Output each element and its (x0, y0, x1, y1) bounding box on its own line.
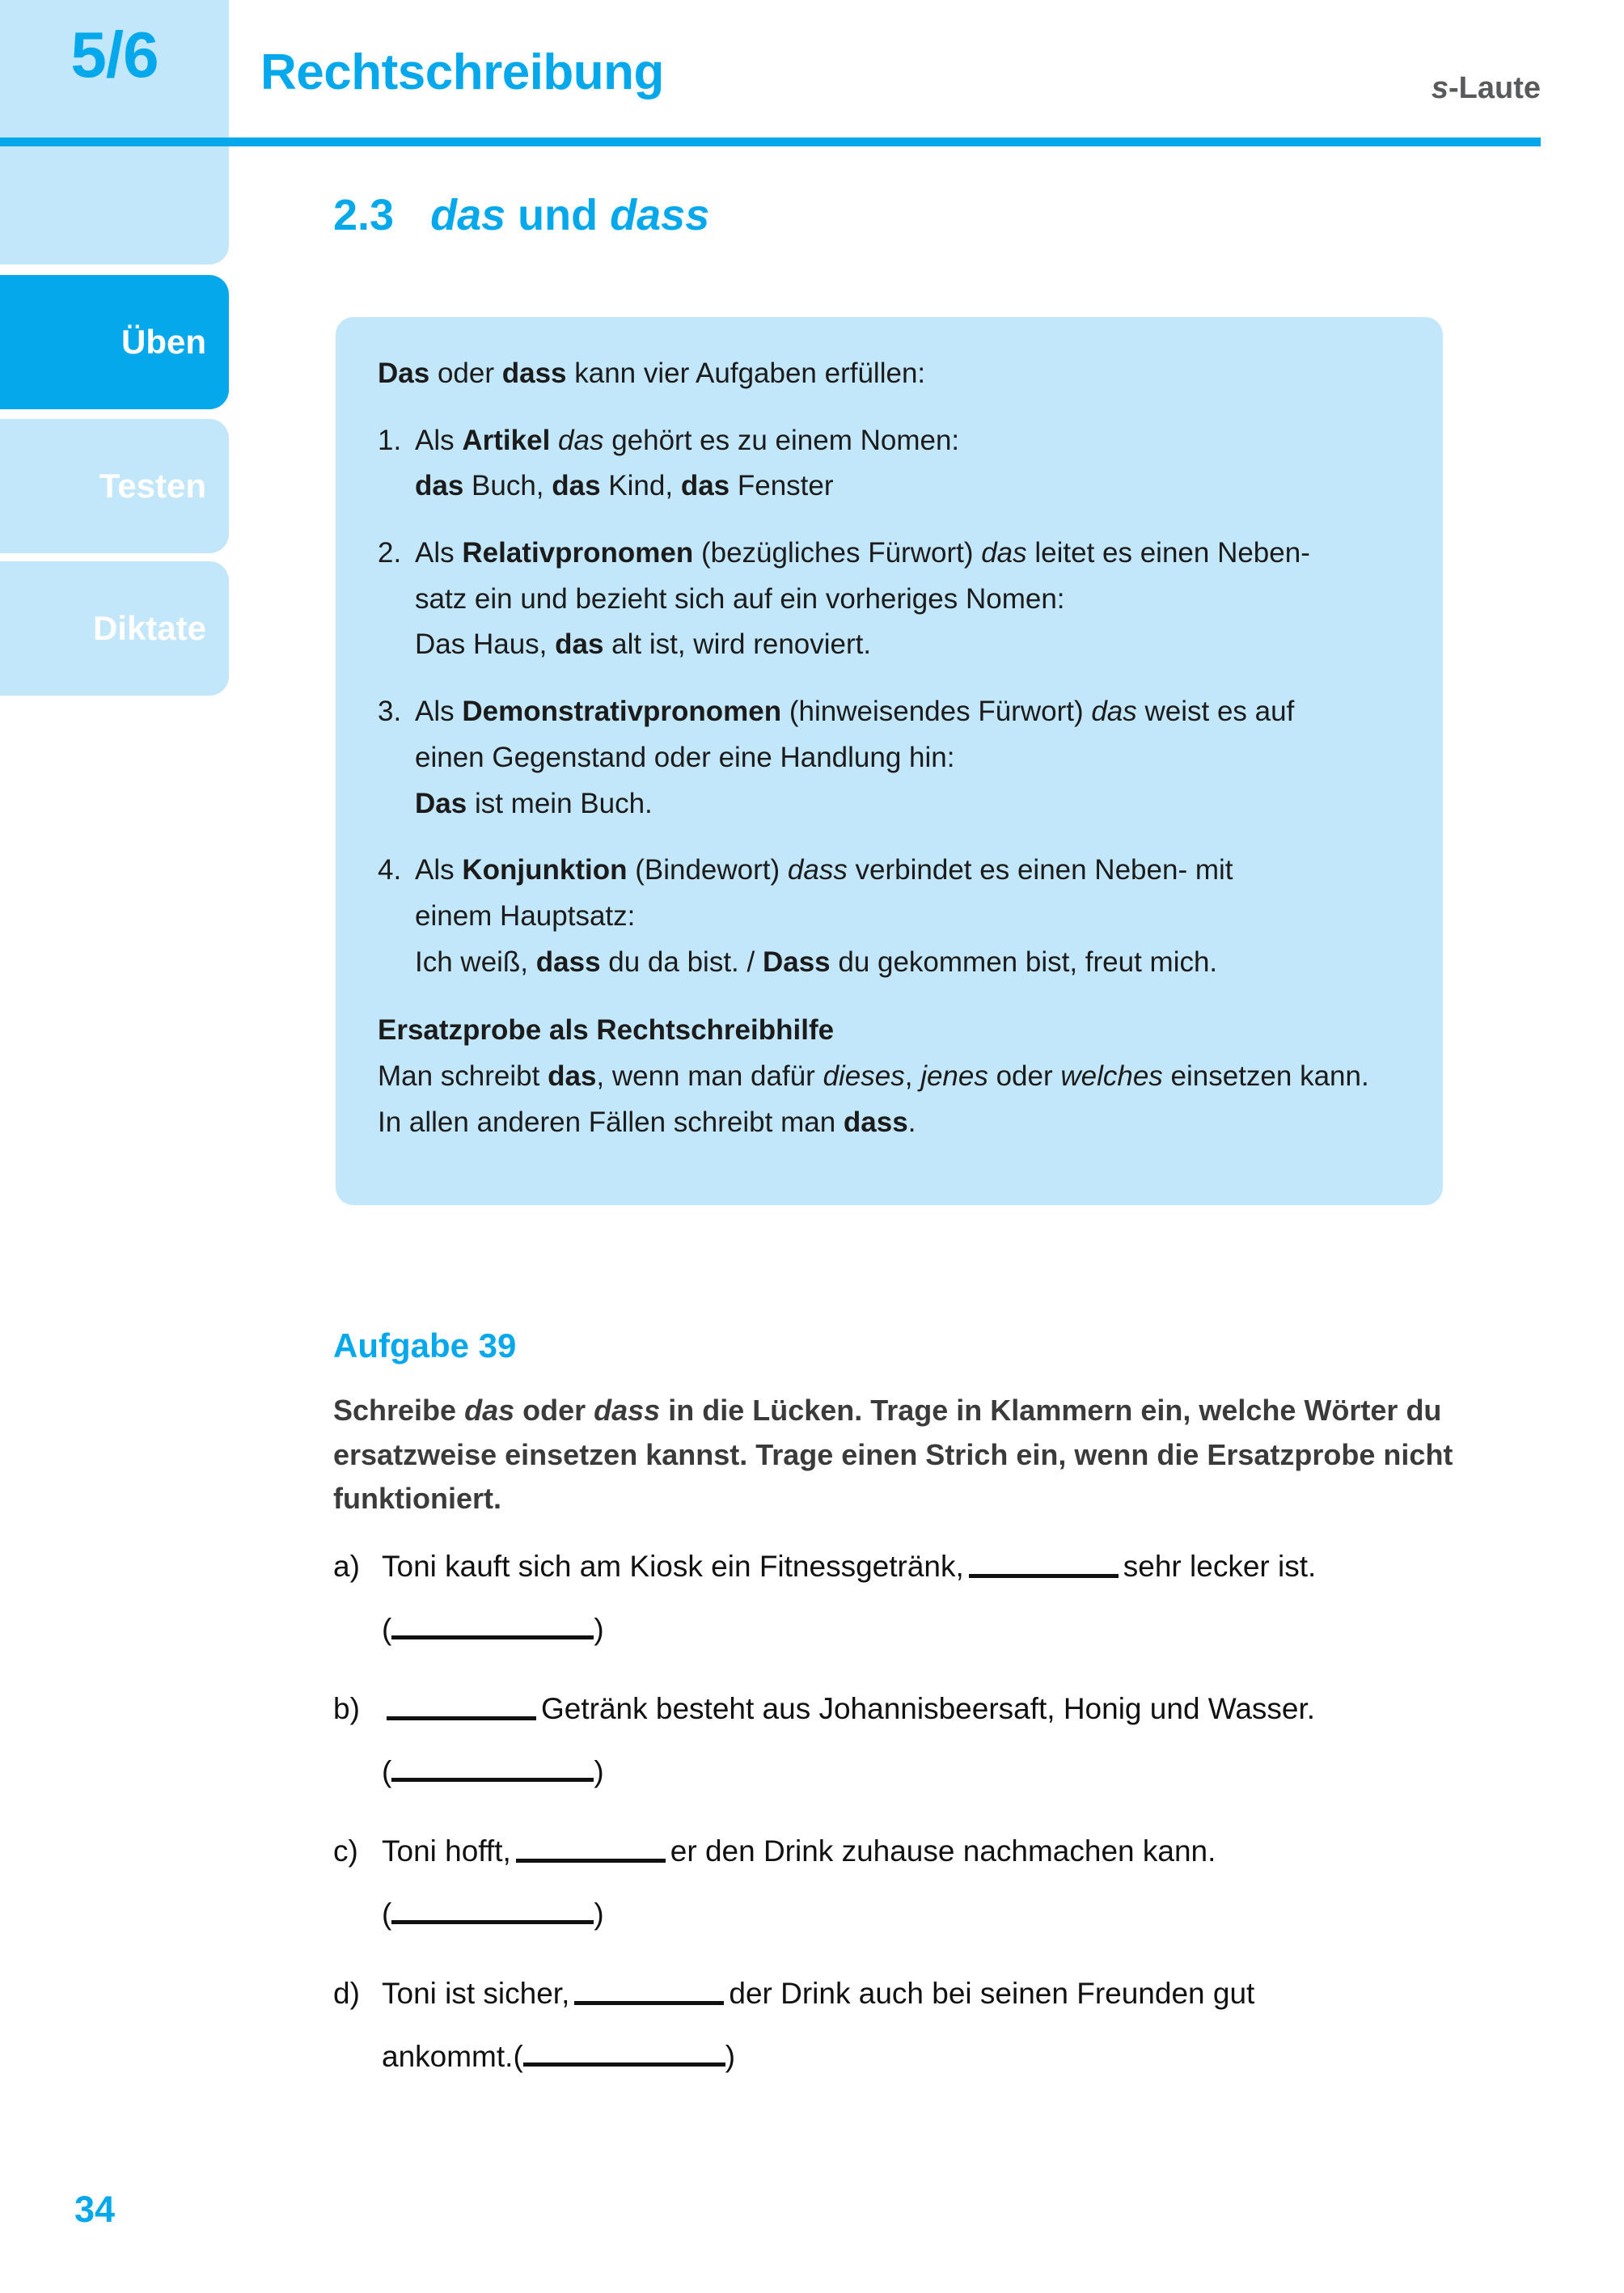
sentence-before-blank: Toni ist sicher, (382, 1977, 570, 2010)
info-item-lead: Als (415, 696, 463, 728)
info-example-bold-2: Dass (762, 946, 831, 978)
info-item-lead: Als (415, 854, 463, 886)
info-item-body (415, 531, 1398, 668)
exercise-sentence-row (333, 1550, 1482, 1613)
info-example-pre: Ich weiß, (415, 946, 536, 978)
info-item-after: leitet es einen Neben- (1026, 537, 1310, 569)
paren-close: ) (594, 1755, 604, 1788)
info-item-body (415, 418, 1398, 510)
info-example-bold: dass (535, 946, 601, 978)
info-item-example (415, 781, 1398, 827)
info-example-rest-2: Kind, (600, 470, 681, 502)
answer-blank[interactable] (969, 1574, 1119, 1578)
topic-label-italic: s (1431, 71, 1448, 105)
ersatz-mid-1: , wenn man dafür (596, 1060, 823, 1092)
exercise-item-b (333, 1692, 1482, 1828)
exercise-sentence (382, 1977, 1482, 2011)
grade-badge-block (0, 0, 229, 140)
sentence-before-blank: Toni kauft sich am Kiosk ein Fitnessgetränk, (382, 1550, 964, 1583)
info-item-line-1 (415, 531, 1398, 577)
info-item-term: Relativpronomen (462, 537, 694, 569)
info-item-line-2: satz ein und bezieht sich auf ein vorheriges Nomen: (415, 582, 1065, 615)
section-heading (333, 190, 709, 240)
topic-label (1432, 71, 1541, 106)
info-item-number: 1. (378, 424, 402, 456)
info-example-bold: das (555, 628, 604, 661)
section-title-und: und (518, 191, 598, 239)
sidebar-tab-ueben[interactable] (0, 275, 229, 409)
exercise-substitution-row (333, 1755, 1482, 1828)
info-box-list (378, 418, 1398, 986)
sidebar-tab-ueben-label: Üben (121, 323, 206, 361)
info-item-number: 3. (378, 696, 402, 728)
info-example-post: du gekommen bist, freut mich. (830, 946, 1218, 978)
info-item-example (415, 940, 1398, 986)
sentence-before-blank: Toni hofft, (382, 1834, 511, 1868)
substitution-blank[interactable] (391, 1920, 594, 1924)
substitution-blank[interactable] (391, 1778, 594, 1782)
instruction-italic-das: das (464, 1394, 515, 1427)
info-list-item (378, 418, 1398, 510)
topic-label-rest: -Laute (1448, 71, 1541, 105)
info-item-body (415, 848, 1398, 985)
info-example-bold: Das (415, 787, 467, 819)
info-list-item (378, 531, 1398, 668)
exercise-sentence-row (333, 1834, 1482, 1897)
section-title-dass: dass (610, 191, 710, 239)
info-example-rest-1: Buch, (463, 470, 552, 502)
section-title-das: das (430, 191, 506, 239)
info-item-term-italic: das (1091, 696, 1137, 728)
info-item-number: 4. (378, 854, 402, 886)
info-item-body (415, 689, 1398, 827)
info-item-example (415, 622, 1398, 668)
header-divider (0, 137, 1541, 146)
exercise-sentence-row (333, 1692, 1482, 1755)
ersatz-mid-2: , (904, 1060, 921, 1092)
info-item-paren: (bezügliches Fürwort) (693, 537, 982, 569)
page-number: 34 (74, 2189, 116, 2230)
substitution-blank[interactable] (391, 1635, 594, 1639)
exercise-sentence (382, 1834, 1482, 1868)
info-item-term: Artikel (462, 424, 551, 456)
info-item-paren: (Bindewort) (627, 854, 788, 886)
instruction-mid: oder (514, 1394, 594, 1427)
info-item-line-1 (415, 848, 1398, 894)
exercise-sentence (382, 1550, 1482, 1584)
info-list-item (378, 689, 1398, 827)
sidebar-tab-diktate-label: Diktate (92, 609, 206, 647)
info-intro-bold-dass: dass (501, 357, 567, 389)
exercise-substitution-row (333, 1613, 1482, 1686)
answer-blank[interactable] (574, 2001, 724, 2005)
exercise-sentence-row (333, 1977, 1482, 2040)
info-item-lead: Als (415, 424, 463, 456)
info-item-number: 2. (378, 537, 402, 569)
sidebar-spacer-block (0, 146, 229, 264)
exercise-heading: Aufgabe 39 (333, 1326, 517, 1364)
exercise-item-a (333, 1550, 1482, 1686)
ersatz-italic-dieses: dieses (823, 1060, 905, 1092)
paren-close: ) (725, 2040, 736, 2073)
answer-blank[interactable] (387, 1716, 536, 1720)
exercise-item-label: a) (333, 1550, 360, 1583)
ersatz-mid-4: einsetzen kann. In allen anderen Fällen schreibt man (378, 1060, 1369, 1138)
substitution-prefix: ankommt. (382, 2040, 514, 2073)
info-intro-bold-das: Das (378, 357, 430, 389)
sidebar-tab-testen[interactable] (0, 419, 229, 553)
ersatz-italic-jenes: jenes (920, 1060, 988, 1092)
info-item-term-italic: das (981, 537, 1027, 569)
info-item-example (415, 463, 1398, 510)
info-example-rest-3: Fenster (730, 470, 834, 502)
paren-open: ( (513, 2040, 523, 2073)
sentence-after-blank: der Drink auch bei seinen Freunden gut (729, 1977, 1255, 2010)
info-example-post: ist mein Buch. (467, 787, 653, 819)
info-item-term-italic: dass (787, 854, 848, 886)
paren-open: ( (382, 1897, 392, 1931)
instruction-pre: Schreibe (333, 1394, 465, 1427)
info-item-line-1 (415, 689, 1398, 735)
instruction-rest: in die Lücken. Trage in Klammern ein, welche Wörter du ersatzweise einsetzen kannst. Trage einen Strich ein, wenn die Ersatzprobe nicht funktioniert. (333, 1394, 1453, 1516)
sentence-after-blank: er den Drink zuhause nachmachen kann. (670, 1834, 1216, 1868)
info-item-after: verbindet es einen Neben- mit (847, 854, 1233, 886)
exercise-item-d (333, 1977, 1482, 2113)
paren-open: ( (382, 1755, 392, 1788)
ersatz-bold-das: das (548, 1060, 597, 1092)
exercise-substitution-row (333, 1897, 1482, 1970)
ersatz-mid-3: oder (988, 1060, 1061, 1092)
section-heading-gap (394, 191, 430, 239)
info-example-mid: du da bist. / (600, 946, 763, 978)
exercise-item-list (333, 1550, 1482, 2119)
sidebar-tab-diktate[interactable] (0, 561, 229, 696)
paren-close: ) (594, 1897, 604, 1931)
info-item-term: Konjunktion (462, 854, 628, 886)
info-item-line-2: einen Gegenstand oder eine Handlung hin: (415, 741, 955, 773)
answer-blank[interactable] (516, 1859, 666, 1863)
info-example-bold-2: das (552, 470, 601, 502)
ersatz-bold-dass: dass (843, 1106, 908, 1138)
info-example-bold-1: das (415, 470, 464, 502)
info-example-pre: Das Haus, (415, 628, 556, 661)
ersatz-pre: Man schreibt (378, 1060, 548, 1092)
substitution-blank[interactable] (523, 2062, 725, 2067)
info-example-bold-3: das (680, 470, 730, 502)
exercise-item-label: c) (333, 1834, 358, 1868)
info-item-lead: Als (415, 537, 463, 569)
info-item-after: weist es auf (1136, 696, 1295, 728)
paren-close: ) (594, 1613, 604, 1646)
info-list-item (378, 848, 1398, 985)
info-item-after: gehört es zu einem Nomen: (603, 424, 960, 456)
instruction-italic-dass: dass (594, 1394, 661, 1427)
info-example-post: alt ist, wird renoviert. (603, 628, 872, 661)
ersatzprobe-text (378, 1054, 1398, 1145)
sentence-after-blank: Getränk besteht aus Johannisbeersaft, Honig und Wasser. (541, 1692, 1316, 1725)
sidebar-tab-testen-label: Testen (99, 467, 206, 505)
info-item-term-italic: das (558, 424, 604, 456)
paren-open: ( (382, 1613, 392, 1646)
sentence-after-blank: sehr lecker ist. (1123, 1550, 1317, 1583)
exercise-sentence (382, 1692, 1482, 1726)
info-item-paren: (hinweisendes Fürwort) (781, 696, 1092, 728)
section-number: 2.3 (333, 191, 395, 239)
ersatzprobe-title: Ersatzprobe als Rechtschreibhilfe (378, 1014, 835, 1047)
exercise-item-label: d) (333, 1977, 360, 2010)
grade-badge-label: 5/6 (70, 19, 159, 91)
info-intro-mid: oder (429, 357, 502, 389)
ersatz-end: . (907, 1106, 916, 1138)
info-item-line-2: einem Hauptsatz: (415, 899, 636, 932)
info-item-line-1 (415, 418, 1398, 464)
ersatz-italic-welches: welches (1060, 1060, 1163, 1092)
exercise-item-label: b) (333, 1692, 360, 1725)
exercise-item-c (333, 1834, 1482, 1970)
exercise-instruction (333, 1389, 1453, 1521)
page-title: Rechtschreibung (260, 44, 664, 100)
info-item-term: Demonstrativpronomen (462, 696, 782, 728)
ersatzprobe-block (378, 1008, 1398, 1145)
info-intro-rest: kann vier Aufgaben erfüllen: (566, 357, 926, 389)
info-box (336, 317, 1443, 1205)
exercise-substitution-row (333, 2040, 1482, 2113)
info-box-intro (378, 351, 1398, 397)
